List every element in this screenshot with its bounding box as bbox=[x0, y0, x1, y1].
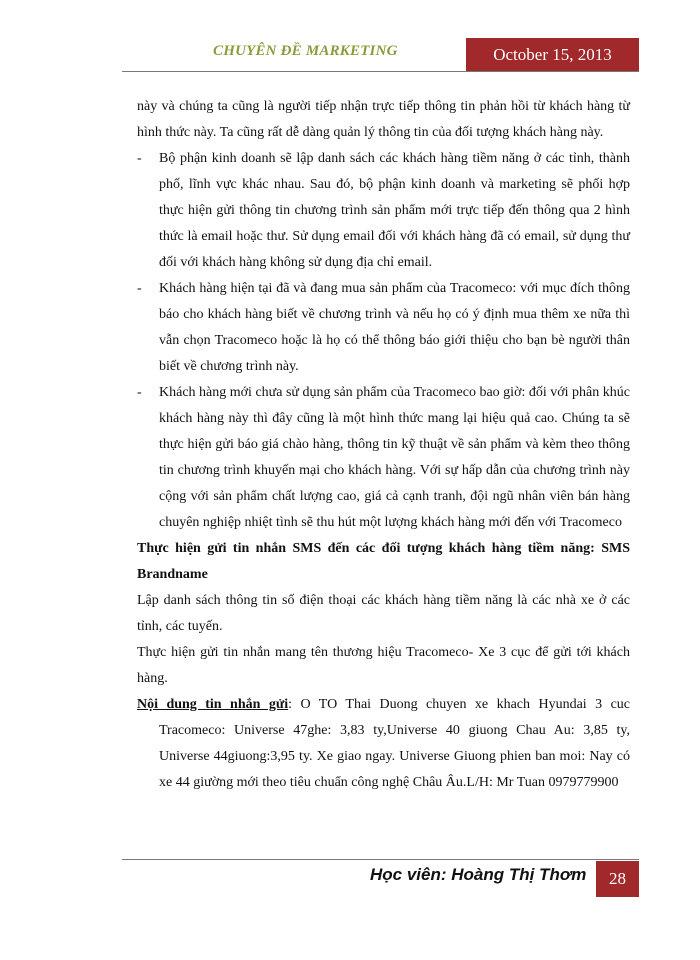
footer-divider bbox=[122, 859, 639, 860]
section-heading: Thực hiện gửi tin nhắn SMS đến các đối tượng khách hàng tiềm năng: SMS Brandname bbox=[137, 541, 630, 582]
bullet-text: Khách hàng mới chưa sử dụng sản phẩm của Tracomeco bao giờ: đối với phân khúc khách hàng này thì đây cũng là một hình thức mang lại hiệu quả cao. Chúng ta sẽ thực hiện gửi báo giá chào hàng, thông tin kỹ thuật về sản phẩm và kèm theo thông tin chương trình khuyến mại cho khách hàng. Với sự hấp dẫn của chương trình này cộng với sản phẩm chất lượng cao, giá cả cạnh tranh, đội ngũ nhân viên bán hàng chuyên nghiệp nhiệt tình sẽ thu hút một lượng khách hàng mới đến với Tracomeco bbox=[159, 385, 630, 530]
header-date bbox=[466, 38, 639, 71]
bullet-list bbox=[137, 146, 630, 536]
page-number-box bbox=[596, 861, 639, 897]
intro-paragraph: này và chúng ta cũng là người tiếp nhận trực tiếp thông tin phản hồi từ khách hàng từ hình thức này. Ta cũng rất dễ dàng quản lý thông tin của đối tượng khách hàng này. bbox=[137, 99, 630, 140]
bullet-item bbox=[137, 146, 630, 276]
bullet-dash: - bbox=[137, 385, 142, 400]
bullet-text: Khách hàng hiện tại đã và đang mua sản phẩm của Tracomeco: với mục đích thông báo cho khách hàng biết về chương trình và nếu họ có ý định mua thêm xe nữa thì vẫn chọn Tracomeco hoặc là họ có thể thông báo giới thiệu cho bạn bè người thân biết về chương trình này. bbox=[159, 281, 630, 374]
sms-content-label: Nội dung tin nhắn gửi bbox=[137, 697, 289, 712]
page-body bbox=[137, 94, 630, 796]
header-divider bbox=[122, 71, 639, 72]
paragraph-contact-list: Lập danh sách thông tin số điện thoại các khách hàng tiềm năng là các nhà xe ở các tỉnh, các tuyến. bbox=[137, 593, 630, 634]
bullet-dash: - bbox=[137, 151, 142, 166]
bullet-item bbox=[137, 380, 630, 536]
header-date-text: October 15, 2013 bbox=[493, 44, 612, 64]
footer-student-name: Học viên: Hoàng Thị Thơm bbox=[370, 865, 587, 884]
sms-label-colon: : bbox=[288, 697, 293, 712]
sms-content-text: O TO Thai Duong chuyen xe khach Hyundai 3 cuc Tracomeco: Universe 47ghe: 3,83 ty,Universe 40 giuong Chau Au: 3,85 ty, Universe 44giuong:3,95 ty. Xe giao ngay. Universe Giuong phien ban moi: Nay có xe 44 giường mới theo tiêu chuẩn công nghệ Châu Âu.L/H: Mr Tuan 0979779900 bbox=[159, 697, 630, 790]
paragraph-send-sms: Thực hiện gửi tin nhắn mang tên thương hiệu Tracomeco- Xe 3 cục để gửi tới khách hàng. bbox=[137, 645, 630, 686]
sms-content-block bbox=[137, 692, 630, 796]
bullet-text: Bộ phận kinh doanh sẽ lập danh sách các khách hàng tiềm năng ở các tỉnh, thành phố, lĩnh vực khác nhau. Sau đó, bộ phận kinh doanh và marketing sẽ phối hợp thực hiện gửi thông tin chương trình sản phẩm mới trực tiếp đến thông qua 2 hình thức là email hoặc thư. Sử dụng email đối với khách hàng đã có email, sử dụng thư đối với khách hàng không sử dụng địa chỉ email. bbox=[159, 151, 630, 270]
header-title: CHUYÊN ĐỀ MARKETING bbox=[213, 43, 398, 59]
bullet-dash: - bbox=[137, 281, 142, 296]
bullet-item bbox=[137, 276, 630, 380]
page-number: 28 bbox=[609, 869, 626, 888]
